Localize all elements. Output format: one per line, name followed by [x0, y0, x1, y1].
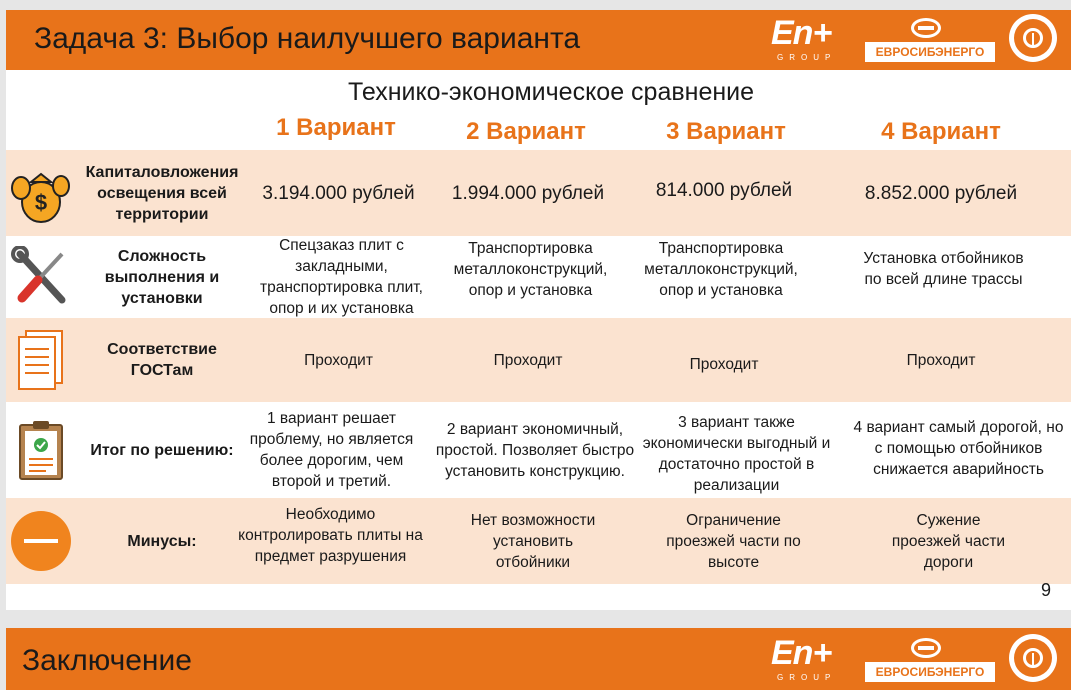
- enplus-logo-sub: GROUP: [777, 53, 837, 62]
- enplus-logo-text: En+: [771, 14, 832, 52]
- cell-capital-v1: 3.194.000 рублей: [262, 182, 415, 204]
- row-result: [6, 402, 1071, 498]
- cell-complexity-v2: Транспортировка металлоконструкций, опор и установка: [453, 239, 608, 299]
- cell-complexity-v3: Транспортировка металлоконструкций, опор и установка: [644, 239, 798, 299]
- cell-complexity-v4: Установка отбойников по всей длине трассы: [863, 250, 1024, 288]
- slide-header: [6, 10, 1071, 70]
- row-label-result: Итог по решению:: [90, 441, 234, 459]
- seal-logo-icon: [1009, 14, 1057, 62]
- wrench-screwdriver-icon: [10, 236, 72, 318]
- cell-cons-v4: Сужение проезжей части дороги: [891, 511, 1006, 571]
- row-capital-costs: [6, 150, 1071, 236]
- variant-1-header: 1 Вариант: [276, 114, 396, 141]
- row-label-capital: Капиталовложения освещения всей территории: [85, 163, 239, 223]
- eurosib-logo-text: ЕВРОСИБЭНЕРГО: [865, 42, 995, 62]
- cell-gost-v3: Проходит: [689, 355, 759, 373]
- minus-circle-icon: [10, 498, 72, 584]
- row-label-complexity: Сложность выполнения и установки: [104, 247, 220, 307]
- eurosib-logo: [865, 18, 995, 64]
- slide2-title: Заключение: [22, 644, 192, 677]
- variant-2-header: 2 Вариант: [466, 118, 586, 145]
- cell-gost-v1: Проходит: [304, 351, 373, 369]
- eurosib-emblem-icon: [911, 18, 941, 38]
- page-number: 9: [1040, 580, 1051, 600]
- variant-4-header: 4 Вариант: [881, 118, 1001, 145]
- variant-3-header: 3 Вариант: [666, 118, 786, 145]
- slide-subtitle: Технико-экономическое сравнение: [347, 78, 755, 106]
- cell-gost-v4: Проходит: [906, 351, 976, 369]
- slide-title: Задача 3: Выбор наилучшего варианта: [34, 22, 581, 55]
- enplus-logo-sub-2: GROUP: [777, 673, 837, 682]
- row-label-gost: Соответствие ГОСТам: [107, 341, 217, 379]
- row-cons: [6, 498, 1071, 584]
- row-label-cons: Минусы:: [127, 532, 197, 550]
- eurosib-logo-2: [865, 638, 995, 684]
- slide-conclusion-header: [6, 628, 1071, 690]
- svg-text:$: $: [34, 190, 48, 215]
- variant-headers: [6, 114, 1071, 154]
- cell-result-v3: 3 вариант также экономически выгодный и достаточно простой в реализации: [642, 414, 831, 494]
- cell-result-v4: 4 вариант самый дорогой, но с помощью отбойников снижается аварийность: [853, 418, 1064, 478]
- enplus-logo: [771, 14, 846, 62]
- slide-task3: [6, 10, 1071, 610]
- enplus-logo-2: [771, 634, 846, 682]
- cell-gost-v2: Проходит: [493, 351, 563, 369]
- cell-complexity-v1: Спецзаказ плит с закладными, транспортировка плит, опор и их установка: [259, 237, 423, 317]
- row-gost: [6, 318, 1071, 402]
- cell-capital-v4: 8.852.000 рублей: [864, 182, 1018, 204]
- clipboard-check-icon: [10, 402, 72, 498]
- cell-cons-v1: Необходимо контролировать плиты на предмет разрушения: [238, 505, 423, 565]
- cell-capital-v2: 1.994.000 рублей: [451, 182, 605, 204]
- eurosib-logo-text-2: ЕВРОСИБЭНЕРГО: [865, 662, 995, 682]
- cell-result-v2: 2 вариант экономичный, простой. Позволяет быстро установить конструкцию.: [435, 420, 635, 480]
- money-bags-icon: [10, 150, 72, 236]
- cell-cons-v3: Ограничение проезжей части по высоте: [666, 511, 801, 571]
- cell-cons-v2: Нет возможности установить отбойники: [470, 511, 596, 571]
- enplus-logo-text-2: En+: [771, 634, 832, 672]
- document-icon: [10, 318, 72, 402]
- row-complexity: [6, 236, 1071, 318]
- cell-capital-v3: 814.000 рублей: [655, 179, 793, 201]
- eurosib-emblem-icon-2: [911, 638, 941, 658]
- seal-logo-icon-2: [1009, 634, 1057, 682]
- cell-result-v1: 1 вариант решает проблему, но является более дорогим, чем второй и третий.: [249, 410, 414, 490]
